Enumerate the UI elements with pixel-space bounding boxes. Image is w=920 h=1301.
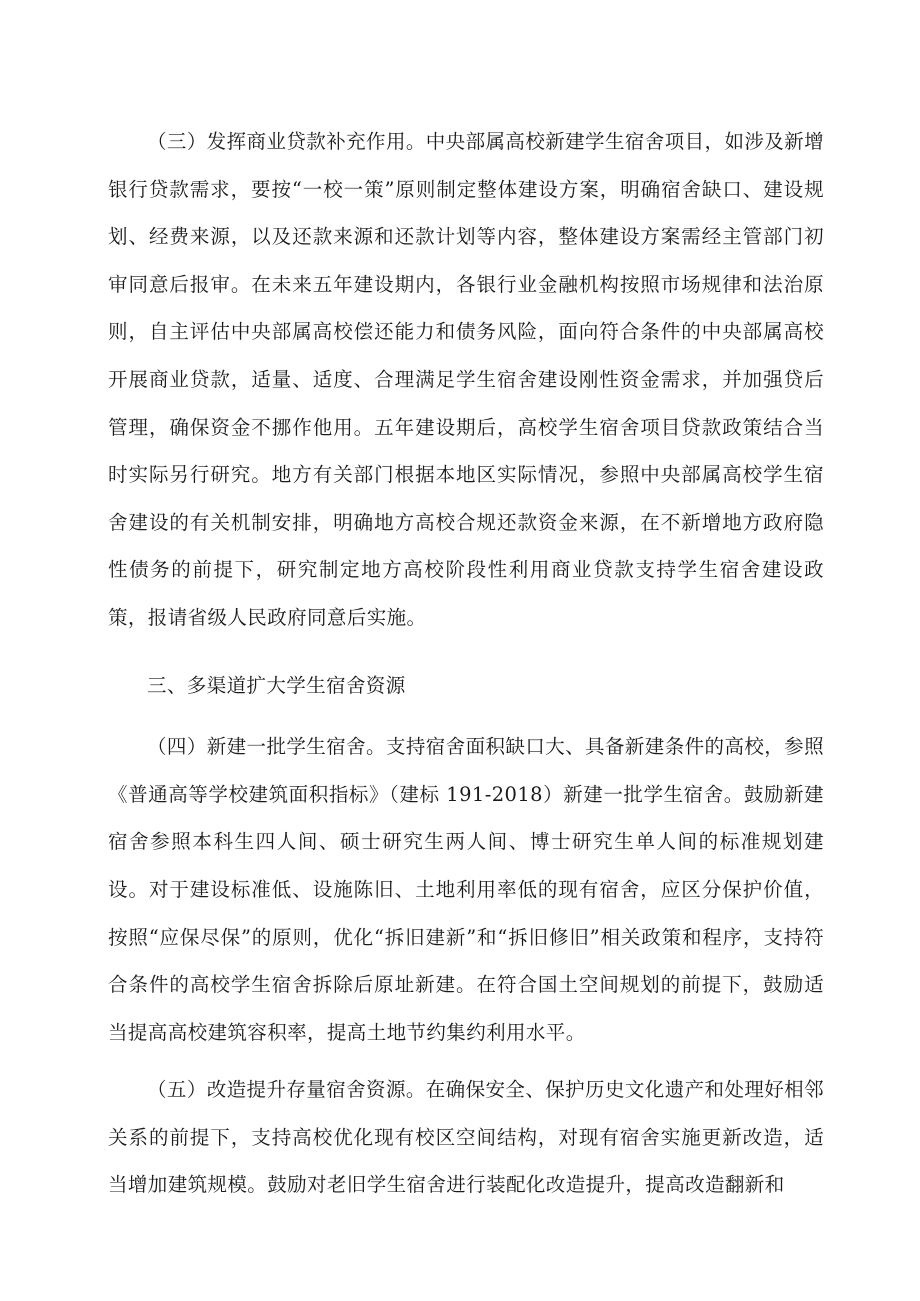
document-page bbox=[108, 118, 824, 1209]
section-heading: 三、多渠道扩大学生宿舍资源 bbox=[147, 673, 406, 697]
paragraph-gap bbox=[108, 642, 824, 652]
paragraph-gap bbox=[108, 713, 824, 723]
paragraph-new-dormitories: （四）新建一批学生宿舍。支持宿舍面积缺口大、具备新建条件的高校，参照《普通高等学校建筑面积指标》（建标 191-2018）新建一批学生宿舍。鼓励新建宿舍参照本科生四人间、硕士研究生两人间、博士研究生单人间的标准规划建设。对于建设标准低、设施陈旧、土地利用率低的现有宿舍，应区分保护价值，按照“应保尽保”的原则，优化“拆旧建新”和“拆旧修旧”相关政策和程序，支持符合条件的高校学生宿舍拆除后原址新建。在符合国土空间规划的前提下，鼓励适当提高高校建筑容积率，提高土地节约集约利用水平。 bbox=[108, 735, 824, 1044]
paragraph-gap bbox=[108, 1056, 824, 1066]
paragraph-commercial-loans: （三）发挥商业贷款补充作用。中央部属高校新建学生宿舍项目，如涉及新增银行贷款需求，要按“一校一策”原则制定整体建设方案，明确宿舍缺口、建设规划、经费来源，以及还款来源和还款计划等内容，整体建设方案需经主管部门初审同意后报审。在未来五年建设期内，各银行业金融机构按照市场规律和法治原则，自主评估中央部属高校偿还能力和债务风险，面向符合条件的中央部属高校开展商业贷款，适量、适度、合理满足学生宿舍建设刚性资金需求，并加强贷后管理，确保资金不挪作他用。五年建设期后，高校学生宿舍项目贷款政策结合当时实际另行研究。地方有关部门根据本地区实际情况，参照中央部属高校学生宿舍建设的有关机制安排，明确地方高校合规还款资金来源，在不新增地方政府隐性债务的前提下，研究制定地方高校阶段性利用商业贷款支持学生宿舍建设政策，报请省级人民政府同意后实施。 bbox=[108, 130, 824, 629]
paragraph-renovate-dormitories: （五）改造提升存量宿舍资源。在确保安全、保护历史文化遗产和处理好相邻关系的前提下，支持高校优化现有校区空间结构，对现有宿舍实施更新改造，适当增加建筑规模。鼓励对老旧学生宿舍进行装配化改造提升，提高改造翻新和 bbox=[108, 1078, 824, 1197]
